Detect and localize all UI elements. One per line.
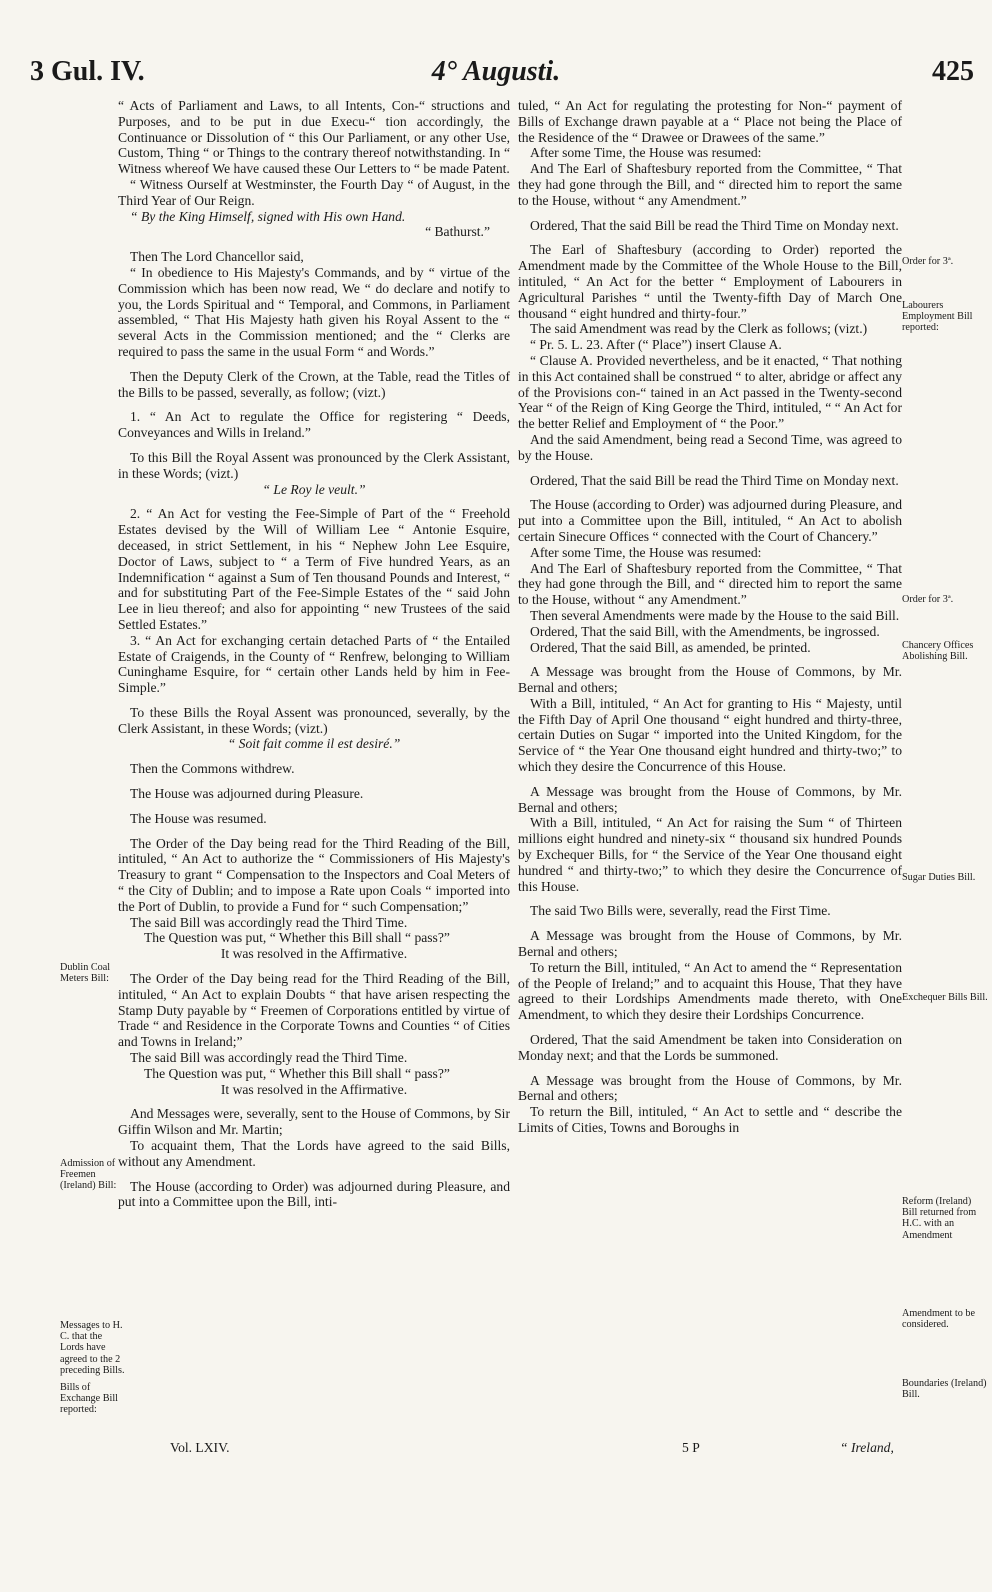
paragraph: The Question was put, “ Whether this Bill shall “ pass?” <box>144 1065 450 1081</box>
paragraph: Then The Lord Chancellor said, <box>130 249 304 265</box>
margin-note: Chancery Offices Abolishing Bill. <box>902 640 974 663</box>
paragraph: It was resolved in the Affirmative. <box>220 946 408 962</box>
paragraph: The Order of the Day being read for the Third Reading of the Bill, intituled, “ An Act to explain Doubts “ that have arisen respecting the Stamp Duty payable by “ Freemen of Corporations entitled by virtue of Trade “ and Residence in the Corporate Towns and Counties “ of Cities and Towns in Ireland;” <box>118 971 510 1050</box>
paragraph: “ Clause A. Provided nevertheless, and be it enacted, “ That nothing in this Act contained shall be construed “ to alter, abridge or affect any of the Provisions con-“ tained in an Act passed in the Twenty-second Year “ of the Reign of King George the Third, intituled, “ “ An Act for the better Relief and Employment of “ the Poor.” <box>518 352 902 432</box>
paragraph: And The Earl of Shaftesbury reported from the Committee, “ That they had gone through the Bill, and “ directed him to report the same to the House, without “ any Amendment.” <box>518 560 902 608</box>
paragraph: A Message was brought from the House of Commons, by Mr. Bernal and others; <box>518 928 902 960</box>
paragraph: tuled, “ An Act for regulating the protesting for Non-“ payment of Bills of Exchange drawn payable at a “ Place not being the Place of the Residence of the “ Drawee or Drawees of the same.” <box>518 98 902 145</box>
paragraph: Ordered, That the said Bill be read the Third Time on Monday next. <box>530 472 899 488</box>
paragraph: A Message was brought from the House of Commons, by Mr. Bernal and others; <box>518 1072 902 1104</box>
paragraph: “ Witness Ourself at Westminster, the Fourth Day “ of August, in the Third Year of Our Reign. <box>118 176 510 208</box>
paragraph: 1. “ An Act to regulate the Office for registering “ Deeds, Conveyances and Wills in Ireland.” <box>118 409 510 441</box>
margin-note: Sugar Duties Bill. <box>902 872 976 883</box>
paragraph: Then the Commons withdrew. <box>130 761 295 777</box>
paragraph: To acquaint them, That the Lords have agreed to the said Bills, without any Amendment. <box>118 1138 510 1169</box>
margin-note: Reform (Ireland) Bill returned from H.C. with an Amendment <box>902 1196 977 1241</box>
paragraph: The said Bill was accordingly read the Third Time. <box>130 1050 408 1066</box>
paragraph: And the said Amendment, being read a Second Time, was agreed to by the House. <box>518 431 902 463</box>
paragraph: With a Bill, intituled, “ An Act for raising the Sum “ of Thirteen millions eight hundred and ninety-six “ thousand six hundred Pounds by Exchequer Bills, for “ the Service of the Year One thousand eight hundred “ and thirty-two;” to which they desire the Concurrence of this House. <box>518 815 902 894</box>
paragraph: Ordered, That the said Bill be read the Third Time on Monday next. <box>530 217 899 233</box>
paragraph: To these Bills the Royal Assent was pronounced, severally, by the Clerk Assistant, in these Words; (vizt.) <box>118 704 510 736</box>
margin-note: Dublin Coal Meters Bill: <box>60 962 111 985</box>
date-heading: 4° Augusti. <box>431 56 561 87</box>
margin-note: Labourers Employment Bill reported: <box>902 300 973 334</box>
paragraph: The said Bill was accordingly read the Third Time. <box>130 914 408 930</box>
margin-note: Bills of Exchange Bill reported: <box>60 1382 118 1416</box>
royal-assent-formula: “ Soit fait comme il est desiré.” <box>227 736 401 752</box>
paragraph: The said Amendment was read by the Clerk as follows; (vizt.) <box>530 321 868 337</box>
royal-assent-formula: “ Le Roy le veult.” <box>262 481 366 497</box>
paragraph: 3. “ An Act for exchanging certain detached Parts of “ the Entailed Estate of Craigends, in the County of “ Renfrew, belonging to William Cuninghame Esquire, for “ certain other Lands held by him in Fee-Simple.” <box>118 632 510 696</box>
paragraph: “ Pr. 5. L. 23. After (“ Place”) insert Clause A. <box>530 337 782 353</box>
paragraph: Ordered, That the said Bill, as amended, be printed. <box>530 639 811 655</box>
page-number: 425 <box>932 56 974 87</box>
margin-note: Amendment to be considered. <box>902 1308 975 1331</box>
volume-note: Vol. LXIV. <box>170 1440 230 1455</box>
paragraph: To return the Bill, intituled, “ An Act to amend the “ Representation of the People of Ireland;” and to acquaint this House, That they have agreed to their Lordships Amendments made thereto, with One Amendment, to which they desire their Lordships Concurrence. <box>518 959 902 1023</box>
paragraph: It was resolved in the Affirmative. <box>220 1081 408 1097</box>
paragraph: The said Two Bills were, severally, read the First Time. <box>530 903 831 919</box>
catchword: “ Ireland, <box>840 1440 894 1455</box>
paragraph: And Messages were, severally, sent to the House of Commons, by Sir Giffin Wilson and Mr. Martin; <box>118 1106 510 1138</box>
paragraph: A Message was brought from the House of Commons, by Mr. Bernal and others; <box>518 783 902 815</box>
regnal-year: 3 Gul. IV. <box>30 56 145 87</box>
paragraph: The House (according to Order) was adjourned during Pleasure, and put into a Committee upon the Bill, intituled, “ An Act to abolish certain Sinecure Offices “ connected with the Court of Chancery.” <box>518 497 902 544</box>
running-header <box>0 56 992 96</box>
paragraph: “ Acts of Parliament and Laws, to all Intents, Con-“ structions and Purposes, and to be put in due Execu-“ tion accordingly, the Continuance or Dissolution of “ this Our Parliament, or any other Use, Custom, Thing “ or Things to the contrary thereof notwithstanding. In “ Witness whereof We have caused these Our Letters to “ be made Patent. <box>118 98 510 177</box>
paragraph: The Question was put, “ Whether this Bill shall “ pass?” <box>144 930 450 946</box>
paragraph: 2. “ An Act for vesting the Fee-Simple of Part of the “ Freehold Estates devised by the Will of William Lee “ Antonie Esquire, deceased, in strict Settlement, in his “ Nephew John Lee Esquire, Doctor of Laws, subject to “ a Term of Five hundred Years, as an Indemnification “ against a Sum of Ten thousand Pounds and Interest, “ and for substituting Part of the Fee-Simple Estates of the “ said John Lee in lieu thereof; and also for appointing “ new Trustees of the said Settled Estates.” <box>118 506 510 632</box>
margin-note: Exchequer Bills Bill. <box>902 992 988 1003</box>
paragraph: A Message was brought from the House of Commons, by Mr. Bernal and others; <box>518 664 902 696</box>
paragraph: The House was adjourned during Pleasure. <box>130 786 364 802</box>
paragraph: The House (according to Order) was adjourned during Pleasure, and put into a Committee upon the Bill, inti- <box>118 1178 510 1210</box>
paragraph: “ By the King Himself, signed with His own Hand. <box>130 208 406 224</box>
margin-note: Boundaries (Ireland) Bill. <box>902 1378 987 1401</box>
paragraph: The Earl of Shaftesbury (according to Order) reported the Amendment made by the Committee of the Whole House to the Bill, intituled, “ An Act for the better “ Employment of Labourers in Agricultural Parishes “ until the Twenty-fifth Day of March One thousand “ eight hundred and thirty-four.” <box>518 242 902 321</box>
paragraph: To this Bill the Royal Assent was pronounced by the Clerk Assistant, in these Words; (vizt.) <box>118 449 510 481</box>
paragraph: Then several Amendments were made by the House to the said Bill. <box>530 607 900 623</box>
paragraph: With a Bill, intituled, “ An Act for granting to His “ Majesty, until the Fifth Day of April One thousand “ eight hundred and thirty-three, certain Duties on Sugar “ imported into the United Kingdom, for the Service of “ the Year One thousand eight hundred and thirty-two;” to which they desire the Concurrence of this House. <box>518 695 902 775</box>
signature-mark: 5 P <box>682 1440 700 1455</box>
margin-note: Order for 3ª. <box>902 594 954 605</box>
paragraph: After some Time, the House was resumed: <box>530 145 762 161</box>
margin-note: Messages to H. C. that the Lords have agreed to the 2 preceding Bills. <box>60 1320 125 1376</box>
margin-note: Admission of Freemen (Ireland) Bill: <box>60 1158 117 1192</box>
paragraph: The Order of the Day being read for the Third Reading of the Bill, intituled, “ An Act to authorize the “ Commissioners of His Majesty's Treasury to grant “ Compensation to the Inspectors and Coal Meters of “ the City of Dublin; and to impose a Rate upon Coals “ imported into the Port of Dublin, to provide a Fund for “ such Compensation;” <box>118 835 510 914</box>
paragraph: Then the Deputy Clerk of the Crown, at the Table, read the Titles of the Bills to be passed, severally, as follow; (vizt.) <box>118 368 510 400</box>
left-column <box>118 98 510 1210</box>
paragraph: And The Earl of Shaftesbury reported from the Committee, “ That they had gone through the Bill, and “ directed him to report the same to the House, without “ any Amendment.” <box>518 161 902 208</box>
margin-note: Order for 3ª. <box>902 256 954 267</box>
signature: “ Bathurst.” <box>425 224 490 240</box>
paragraph: Ordered, That the said Amendment be taken into Consideration on Monday next; and that the Lords be summoned. <box>518 1032 902 1063</box>
paragraph: After some Time, the House was resumed: <box>530 544 762 560</box>
paragraph: The House was resumed. <box>130 810 267 826</box>
right-column <box>518 98 902 1136</box>
paragraph: To return the Bill, intituled, “ An Act to settle and “ describe the Limits of Cities, Towns and Boroughs in <box>518 1104 902 1136</box>
paragraph: “ In obedience to His Majesty's Commands, and by “ virtue of the Commission which has been now read, We “ do declare and notify to you, the Lords Spiritual and “ Temporal, and Commons, in Parliament assembled, “ That His Majesty hath given his Royal Assent to the “ several Acts in the Commission mentioned; and the “ Clerks are required to pass the same in the usual Form “ and Words.” <box>118 264 510 359</box>
paragraph: Ordered, That the said Bill, with the Amendments, be ingrossed. <box>530 623 880 639</box>
